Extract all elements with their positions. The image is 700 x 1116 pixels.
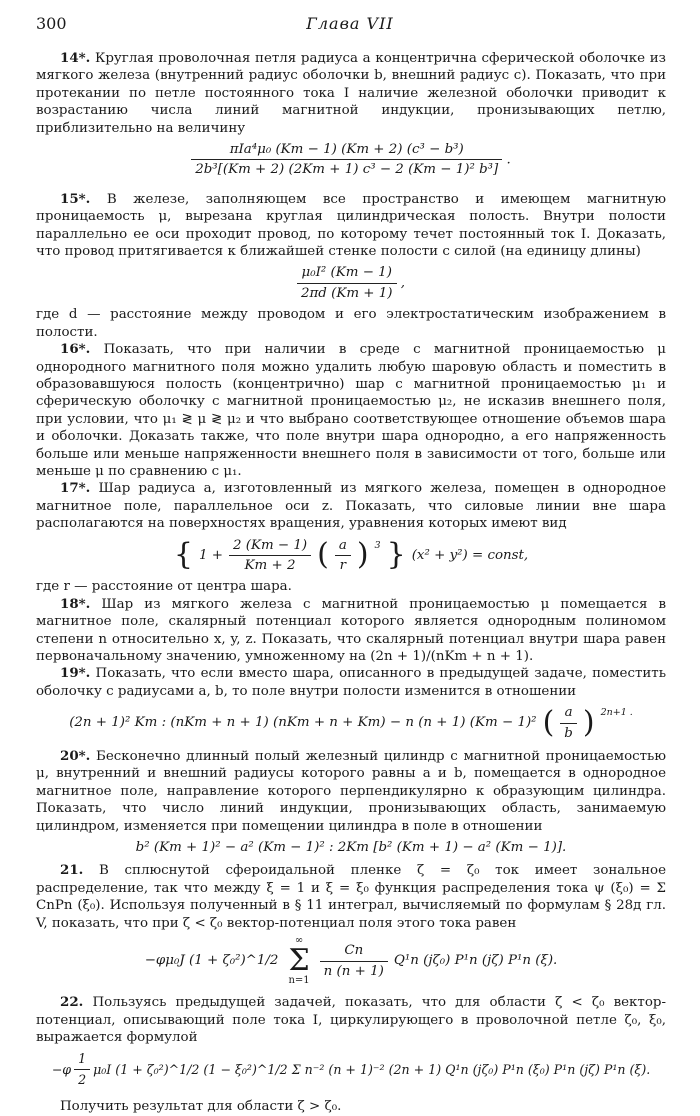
- formula-part: (x² + y²) = const,: [411, 547, 529, 563]
- formula-14: $\frac{\text{πIa⁴μ₀ (Km − 1) (Km + 2) (c³ − b³)}}{\text{2b³[(Km + 2) (2Km + 1) c³ − 2 (Km − 1)² b³]}}$ .: [36, 141, 666, 179]
- formula-part: μ₀I (1 + ζ₀²)^1/2 (1 − ξ₀²)^1/2 Σ n⁻² (n + 1)⁻² (2n + 1) Q¹n (jζ₀) P¹n (ξ₀) P¹n (jζ) P¹n (ξ).: [93, 1061, 651, 1077]
- problem-16: [36, 341, 666, 480]
- formula-numerator: a: [338, 537, 347, 553]
- formula-numerator: μ₀I² (Km − 1): [301, 265, 392, 281]
- problem-text: Бесконечно длинный полый железный цилиндр с магнитной проницаемостью μ, внутренний и внешний радиусы которого равны a и b, помещается в однородное магнитное поле, направление которого перпендикулярно к образующим цилиндра. Показать, что число линий индукции, пронизывающих область, занимаемую цилиндром, изменяется при помещении цилиндра в поле в отношении: [36, 749, 666, 834]
- formula-part: Q¹n (jζ₀) P¹n (jζ) P¹n (ξ).: [393, 953, 558, 969]
- problem-21: [36, 862, 666, 932]
- problem-20: [36, 748, 666, 835]
- formula-20: [36, 839, 666, 856]
- formula-part: b² (Km + 1)² − a² (Km − 1)² : 2Km [b² (Km + 1) − a² (Km − 1)].: [135, 840, 567, 856]
- formula-numerator: πIa⁴μ₀ (Km − 1) (Km + 2) (c³ − b³): [229, 142, 464, 158]
- formula-denominator: b: [560, 723, 577, 742]
- brace-left: {: [173, 537, 193, 573]
- formula-exponent: 2n+1 .: [600, 707, 633, 719]
- problem-17: [36, 480, 666, 532]
- problem-number: 22.: [60, 994, 84, 1011]
- page-number: 300: [36, 14, 67, 33]
- problem-17-after: где r — расстояние от центра шара.: [36, 579, 292, 595]
- page-header: [36, 14, 664, 38]
- sum-symbol: ∞ Σ n=1: [288, 935, 310, 987]
- problem-number: 14*.: [60, 50, 91, 66]
- problem-text: Показать, что при наличии в среде с магнитной проницаемостью μ однородного магнитного поля можно удалить любую шаровую область и поместить в образовавшуюся полость (концентрично) шар с магнитной проницаемостью μ₁ и сферическую оболочку с магнитной проницаемостью μ₂, не исказив внешнего поля, при условии, что μ₁ ≷ μ ≷ μ₂ и что выбрано соответствующее отношение объемов шара и оболочки. Доказать также, что поле внутри шара однородно, а его напряженность больше или меньше напряженности внешнего поля в зависимости от того, больше или меньше μ по сравнению с μ₁.: [36, 342, 666, 479]
- problem-text: В железе, заполняющем все пространство и имеющем магнитную проницаемость μ, вырезана круглая цилиндрическая полость. Внутри полости параллельно ее оси проходит провод, по которому течет постоянный ток I. Доказать, что провод притягивается к ближайшей стенке полости с силой (на единицу длины): [36, 191, 666, 260]
- problem-number: 17*.: [60, 480, 91, 497]
- formula-part: (2n + 1)² Km : (nKm + n + 1) (nKm + n + Km) − n (n + 1) (Km − 1)²: [69, 715, 537, 731]
- formula-numerator: Cn: [344, 943, 364, 959]
- formula-denominator: 2: [74, 1069, 90, 1088]
- paren-right: ): [356, 537, 369, 573]
- problem-18: [36, 596, 666, 666]
- problem-text: Круглая проволочная петля радиуса a концентрична сферической оболочке из мягкого железа (внутренний радиус оболочки b, внешний радиус c). Показать, что при протекании по петле постоянного тока I наличие железной оболочки приводит к возрастанию числа линий магнитной индукции, пронизывающих петлю, приблизительно на величину: [36, 51, 666, 136]
- formula-17: { 1 + $\frac{2 (Km - 1)}{Km + 2}$ ( $\frac{a}{r}$ ) $^3$ } (x² + y²) = const,: [173, 537, 529, 573]
- problem-number: 15*.: [60, 190, 91, 207]
- problem-15: [36, 191, 666, 261]
- problem-number: 19*.: [60, 665, 91, 682]
- problem-text: Шар из мягкого железа с магнитной проницаемостью μ помещается в магнитное поле, скалярный потенциал которого является однородным полиномом степени n относительно x, y, z. Показать, что скалярный потенциал внутри шара равен первоначальному значению, умноженному на (2n + 1)/(nKm + n + 1).: [36, 596, 666, 664]
- paren-left: (: [542, 705, 555, 741]
- problem-number: 20*.: [60, 748, 91, 765]
- paren-left: (: [317, 537, 329, 573]
- problem-14: [36, 50, 666, 137]
- problem-22: [36, 994, 666, 1046]
- page-body: [36, 50, 666, 1116]
- formula-part: 1 +: [198, 547, 223, 563]
- paren-right: ): [582, 705, 595, 741]
- formula-numerator: a: [564, 705, 573, 721]
- formula-numerator: 2 (Km − 1): [232, 537, 308, 553]
- problem-number: 16*.: [60, 341, 91, 358]
- formula-denominator: n (n + 1): [320, 961, 388, 980]
- formula-denominator: r: [335, 555, 351, 574]
- problem-15-after: где d — расстояние между проводом и его электростатическим изображением в полости.: [36, 307, 666, 340]
- problem-text: Шар радиуса a, изготовленный из мягкого железа, помещен в однородное магнитное поле, параллельное оси z. Показать, что силовые линии вне шара располагаются на поверхностях вращения, уравнения которых имеют вид: [36, 481, 667, 532]
- formula-denominator: Km + 2: [229, 555, 311, 574]
- formula-part: −φμ₀J (1 + ζ₀²)^1/2: [144, 953, 279, 969]
- brace-right: }: [386, 537, 406, 573]
- formula-21: [36, 936, 666, 986]
- problem-19: [36, 665, 666, 700]
- formula-part: −φ: [51, 1061, 72, 1077]
- formula-denominator: 2b³[(Km + 2) (2Km + 1) c³ − 2 (Km − 1)² b³]: [191, 159, 502, 178]
- problem-text: Показать, что если вместо шара, описанного в предыдущей задаче, поместить оболочку с радиусами a, b, то поле внутри полости изменится в отношении: [36, 666, 666, 699]
- problem-22-final: Получить результат для области ζ > ζ₀.: [60, 1099, 342, 1115]
- problem-number: 21.: [60, 862, 84, 879]
- formula-19: [36, 704, 666, 742]
- chapter-title: Глава VII: [306, 14, 394, 33]
- problem-number: 18*.: [60, 595, 91, 612]
- problem-text: В сплюснутой сфероидальной пленке ζ = ζ₀ ток имеет зональное распределение, так что между ξ = 1 и ξ = ξ₀ функция распределения тока ψ (ξ₀) = Σ CnPn (ξ₀). Используя полученный в § 11 интеграл, вычисляемый по формулам § 28д гл. V, показать, что при ζ < ζ₀ вектор-потенциал поля этого тока равен: [36, 863, 666, 931]
- formula-15: $\frac{\text{μ₀I² (Km − 1)}}{2\pi d (Km + 1)}$ ,: [36, 264, 666, 302]
- formula-22: [36, 1050, 666, 1088]
- formula-numerator: 1: [78, 1051, 87, 1067]
- formula-denominator: 2πd (Km + 1): [297, 283, 397, 302]
- problem-text: Пользуясь предыдущей задачей, показать, что для области ζ < ζ₀ вектор-потенциал, описывающий поле тока I, циркулирующего в проволочной петле ζ₀, ξ₀, выражается формулой: [36, 995, 666, 1045]
